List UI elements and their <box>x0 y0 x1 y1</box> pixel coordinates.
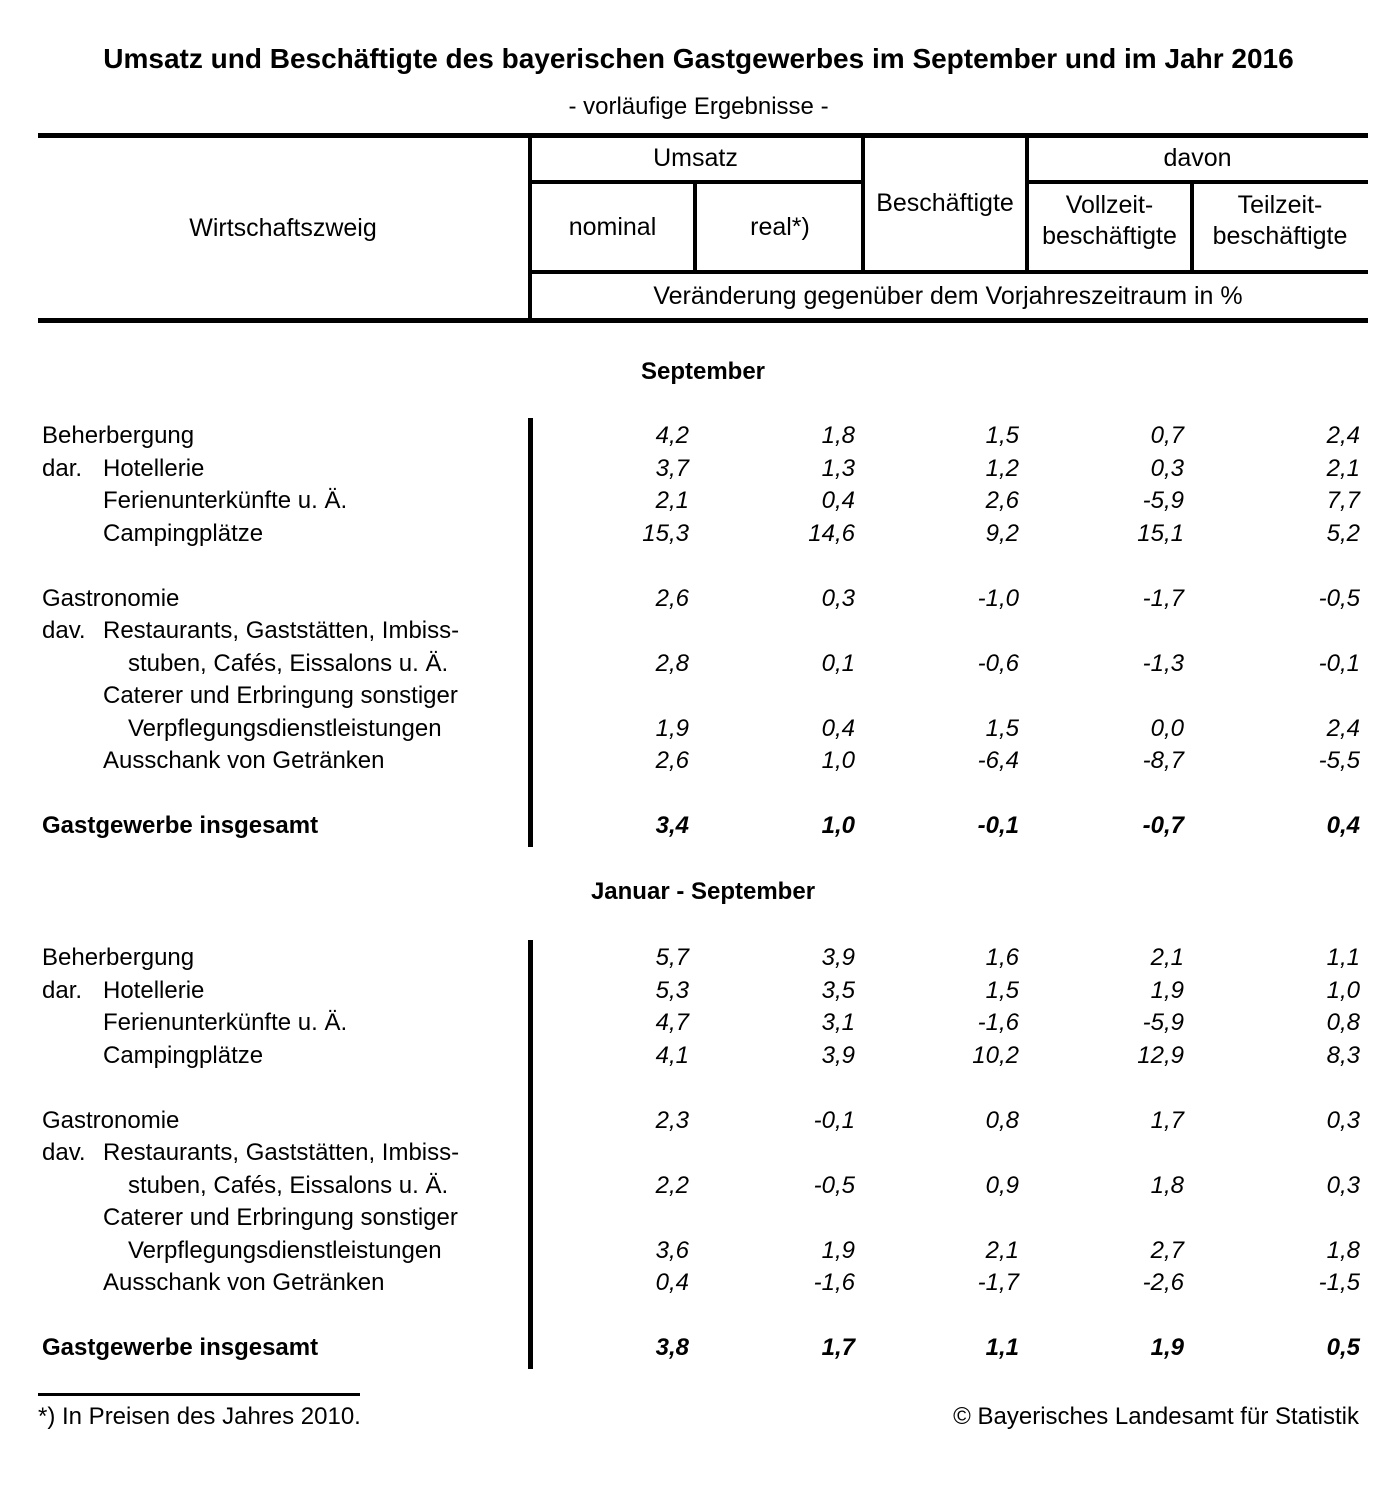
section-heading-januar-september: Januar - September <box>590 878 816 905</box>
value-nominal: 15,3 <box>642 519 689 547</box>
value-vollzeit: 0,7 <box>1150 422 1184 449</box>
value-real: 1,7 <box>821 1334 855 1361</box>
table-row <box>38 745 1368 778</box>
value-real: 1,0 <box>821 812 855 839</box>
table-row <box>38 453 1368 486</box>
value-beschaeftigte: -1,6 <box>977 1009 1019 1036</box>
value-teilzeit: 1,1 <box>1326 944 1360 971</box>
value-teilzeit <box>1192 680 1368 713</box>
row-label: Gastgewerbe insgesamt <box>42 812 319 839</box>
value-beschaeftigte: 1,5 <box>985 714 1019 742</box>
value-vollzeit: -0,7 <box>1142 812 1184 839</box>
value-real <box>697 680 863 713</box>
value-nominal <box>528 1137 697 1170</box>
table-row <box>38 615 1368 648</box>
table-row <box>38 713 1368 746</box>
column-header-real: real*) <box>750 213 810 241</box>
row-prefix: dar. <box>42 976 83 1004</box>
row-label: Caterer und Erbringung sonstiger <box>103 682 458 709</box>
value-vollzeit <box>1027 615 1192 648</box>
row-label: Gastronomie <box>42 584 180 612</box>
row-label: Beherbergung <box>42 944 195 971</box>
table-row <box>38 1235 1368 1268</box>
value-teilzeit: 2,4 <box>1326 714 1360 742</box>
value-beschaeftigte <box>863 1202 1027 1235</box>
value-vollzeit: 1,7 <box>1150 1106 1184 1134</box>
value-vollzeit: 1,8 <box>1150 1171 1184 1199</box>
row-label: Hotellerie <box>103 454 205 482</box>
table-row <box>38 1007 1368 1040</box>
table-row <box>38 648 1368 681</box>
value-real <box>697 1202 863 1235</box>
row-label: Restaurants, Gaststätten, Imbiss- <box>103 617 460 644</box>
value-beschaeftigte: -1,0 <box>977 584 1019 612</box>
value-teilzeit: 2,1 <box>1326 454 1360 482</box>
value-beschaeftigte: 0,8 <box>985 1106 1019 1134</box>
value-nominal: 4,2 <box>655 422 689 449</box>
value-beschaeftigte: 1,1 <box>985 1334 1019 1361</box>
value-vollzeit: -8,7 <box>1142 747 1184 774</box>
row-label: stuben, Cafés, Eissalons u. Ä. <box>128 1171 449 1199</box>
copyright-text: © Bayerisches Landesamt für Statistik <box>953 1403 1359 1430</box>
column-header-vollzeit <box>1027 190 1192 252</box>
value-beschaeftigte: 9,2 <box>985 519 1019 547</box>
value-vollzeit: 0,0 <box>1150 714 1184 742</box>
value-teilzeit <box>1192 615 1368 648</box>
value-vollzeit <box>1027 680 1192 713</box>
value-real: 3,5 <box>821 976 855 1004</box>
value-beschaeftigte <box>863 680 1027 713</box>
table-row <box>38 1137 1368 1170</box>
row-label: stuben, Cafés, Eissalons u. Ä. <box>128 649 449 677</box>
value-nominal: 2,3 <box>655 1106 689 1134</box>
value-teilzeit: 0,3 <box>1326 1106 1360 1134</box>
column-header-beschaeftigte: Beschäftigte <box>876 189 1014 217</box>
row-prefix: dav. <box>42 617 86 644</box>
value-nominal: 3,6 <box>655 1236 689 1264</box>
table-row <box>38 1105 1368 1138</box>
column-header-teilzeit <box>1192 190 1368 252</box>
row-label: Beherbergung <box>42 422 195 449</box>
value-real: 1,0 <box>821 747 855 774</box>
rule-under-davon <box>1027 180 1368 184</box>
row-prefix: dar. <box>42 454 83 482</box>
value-teilzeit: 0,3 <box>1326 1171 1360 1199</box>
value-vollzeit: 0,3 <box>1150 454 1184 482</box>
value-vollzeit: -1,7 <box>1142 584 1184 612</box>
column-header-vollzeit-line1: Vollzeit- <box>1065 191 1154 219</box>
value-beschaeftigte: -6,4 <box>977 747 1019 774</box>
value-teilzeit: 1,0 <box>1326 976 1360 1004</box>
value-teilzeit: 7,7 <box>1326 487 1360 514</box>
table-row <box>38 1267 1368 1300</box>
value-beschaeftigte: 10,2 <box>972 1041 1019 1069</box>
page-title: Umsatz und Beschäftigte des bayerischen Gastgewerbes im September und im Jahr 2016 <box>103 43 1294 74</box>
value-vollzeit: 2,1 <box>1150 944 1184 971</box>
value-teilzeit: 0,4 <box>1326 812 1360 839</box>
value-real: 1,8 <box>821 422 855 449</box>
rule-top <box>38 133 1368 138</box>
table-row <box>38 1202 1368 1235</box>
section-heading-september: September <box>640 358 766 385</box>
value-nominal: 2,6 <box>655 747 689 774</box>
value-real <box>697 1137 863 1170</box>
table-row <box>38 518 1368 551</box>
row-label: Verpflegungsdienstleistungen <box>128 714 442 742</box>
value-beschaeftigte <box>863 615 1027 648</box>
value-nominal: 2,6 <box>655 584 689 612</box>
value-teilzeit: -5,5 <box>1318 747 1360 774</box>
value-vollzeit <box>1027 1202 1192 1235</box>
value-real: 14,6 <box>808 519 855 547</box>
value-beschaeftigte: 1,5 <box>985 976 1019 1004</box>
row-label: Ausschank von Getränken <box>103 1269 385 1296</box>
row-label: Restaurants, Gaststätten, Imbiss- <box>103 1139 460 1166</box>
value-real: -1,6 <box>813 1269 855 1296</box>
spacer-row <box>38 778 1368 811</box>
value-beschaeftigte <box>863 1137 1027 1170</box>
value-real: -0,5 <box>813 1171 855 1199</box>
value-nominal: 4,7 <box>655 1009 689 1036</box>
value-real <box>697 615 863 648</box>
value-real: 3,9 <box>821 1041 855 1069</box>
value-nominal: 3,8 <box>655 1334 689 1361</box>
value-beschaeftigte: 1,6 <box>985 944 1019 971</box>
table-row <box>38 942 1368 975</box>
value-nominal: 5,3 <box>655 976 689 1004</box>
spacer-row <box>38 1300 1368 1333</box>
value-vollzeit: -1,3 <box>1142 649 1184 677</box>
table-row <box>38 583 1368 616</box>
value-vollzeit: -2,6 <box>1142 1269 1184 1296</box>
value-teilzeit: -0,1 <box>1318 649 1360 677</box>
value-teilzeit: 0,5 <box>1326 1334 1360 1361</box>
table-row-total <box>38 810 1368 843</box>
column-header-nominal: nominal <box>568 213 657 241</box>
value-vollzeit: 12,9 <box>1137 1041 1184 1069</box>
column-divider-line <box>528 940 533 1369</box>
value-beschaeftigte: -1,7 <box>977 1269 1019 1296</box>
column-header-teilzeit-line2: beschäftigte <box>1212 222 1348 250</box>
value-teilzeit: 5,2 <box>1326 519 1360 547</box>
row-label: Ferienunterkünfte u. Ä. <box>103 1009 348 1036</box>
value-vollzeit: -5,9 <box>1142 1009 1184 1036</box>
value-nominal <box>528 680 697 713</box>
value-real: 3,9 <box>821 944 855 971</box>
value-real: 1,9 <box>821 1236 855 1264</box>
column-header-teilzeit-line1: Teilzeit- <box>1237 191 1323 219</box>
value-nominal: 0,4 <box>655 1269 689 1296</box>
value-real: -0,1 <box>813 1106 855 1134</box>
value-teilzeit <box>1192 1202 1368 1235</box>
rule-above-unit-row <box>528 270 1368 274</box>
value-beschaeftigte: 0,9 <box>985 1171 1019 1199</box>
row-label: Gastgewerbe insgesamt <box>42 1334 319 1361</box>
table-row <box>38 975 1368 1008</box>
value-beschaeftigte: 2,1 <box>985 1236 1019 1264</box>
value-real: 0,4 <box>821 714 855 742</box>
value-nominal: 4,1 <box>655 1041 689 1069</box>
value-nominal: 2,2 <box>655 1171 689 1199</box>
row-prefix: dav. <box>42 1139 86 1166</box>
row-label: Caterer und Erbringung sonstiger <box>103 1204 458 1231</box>
value-beschaeftigte: -0,6 <box>977 649 1019 677</box>
value-beschaeftigte: 2,6 <box>985 487 1019 514</box>
table-row-total <box>38 1332 1368 1365</box>
value-nominal <box>528 615 697 648</box>
row-label: Ausschank von Getränken <box>103 747 385 774</box>
row-label: Campingplätze <box>103 519 264 547</box>
table-row <box>38 485 1368 518</box>
row-label: Verpflegungsdienstleistungen <box>128 1236 442 1264</box>
column-header-wirtschaftszweig: Wirtschaftszweig <box>189 214 377 242</box>
value-vollzeit: 1,9 <box>1150 1334 1184 1361</box>
value-teilzeit: 0,8 <box>1326 1009 1360 1036</box>
value-real: 3,1 <box>821 1009 855 1036</box>
value-beschaeftigte: 1,5 <box>985 422 1019 449</box>
row-label: Gastronomie <box>42 1106 180 1134</box>
value-nominal: 1,9 <box>655 714 689 742</box>
table-header <box>38 133 1368 323</box>
spacer-row <box>38 1072 1368 1105</box>
value-nominal: 2,8 <box>655 649 689 677</box>
footnote-text: *) In Preisen des Jahres 2010. <box>38 1403 361 1430</box>
footnote-rule <box>38 1393 360 1396</box>
value-real: 1,3 <box>821 454 855 482</box>
value-vollzeit: -5,9 <box>1142 487 1184 514</box>
value-vollzeit <box>1027 1137 1192 1170</box>
table-row <box>38 1170 1368 1203</box>
value-teilzeit: 8,3 <box>1326 1041 1360 1069</box>
section-januar-september <box>38 942 1368 1365</box>
value-nominal: 3,4 <box>655 812 689 839</box>
column-group-davon: davon <box>1163 144 1232 172</box>
value-real: 0,4 <box>821 487 855 514</box>
rule-header-bottom <box>38 318 1368 323</box>
table-row <box>38 1040 1368 1073</box>
value-teilzeit: 2,4 <box>1326 422 1360 449</box>
value-beschaeftigte: 1,2 <box>985 454 1019 482</box>
table-row <box>38 680 1368 713</box>
value-nominal: 2,1 <box>655 487 689 514</box>
value-vollzeit: 1,9 <box>1150 976 1184 1004</box>
section-september <box>38 420 1368 843</box>
value-nominal: 3,7 <box>655 454 689 482</box>
row-label: Hotellerie <box>103 976 205 1004</box>
spacer-row <box>38 550 1368 583</box>
row-label: Ferienunterkünfte u. Ä. <box>103 487 348 514</box>
row-label: Campingplätze <box>103 1041 264 1069</box>
value-vollzeit: 2,7 <box>1150 1236 1184 1264</box>
value-nominal: 5,7 <box>655 944 689 971</box>
unit-row-label: Veränderung gegenüber dem Vorjahreszeitraum in % <box>653 282 1243 310</box>
column-divider-line <box>528 418 533 847</box>
column-header-vollzeit-line2: beschäftigte <box>1042 222 1177 250</box>
value-beschaeftigte: -0,1 <box>977 812 1019 839</box>
value-teilzeit <box>1192 1137 1368 1170</box>
value-nominal <box>528 1202 697 1235</box>
value-teilzeit: -1,5 <box>1318 1269 1360 1296</box>
table-row <box>38 420 1368 453</box>
value-vollzeit: 15,1 <box>1137 519 1184 547</box>
value-real: 0,3 <box>821 584 855 612</box>
value-teilzeit: -0,5 <box>1318 584 1360 612</box>
page-subtitle: - vorläufige Ergebnisse - <box>568 93 829 120</box>
value-real: 0,1 <box>821 649 855 677</box>
value-teilzeit: 1,8 <box>1326 1236 1360 1264</box>
column-group-umsatz: Umsatz <box>653 144 738 172</box>
